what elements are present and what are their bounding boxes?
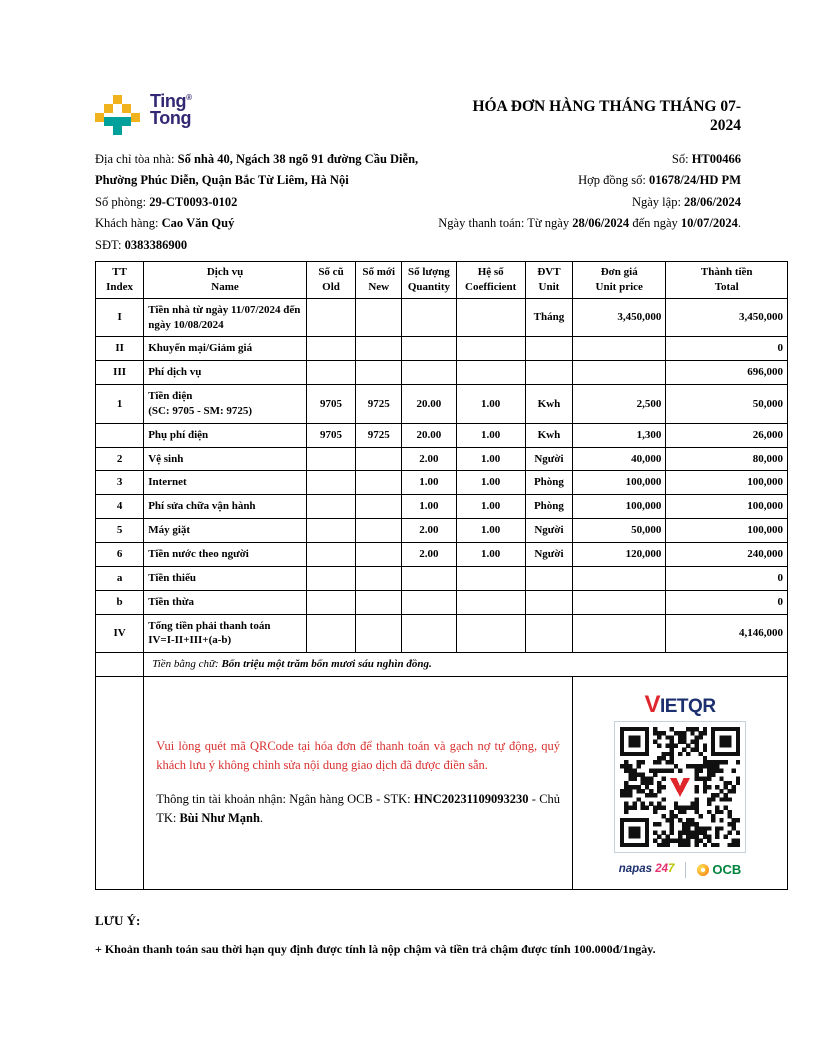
qr-bank-logos (573, 861, 787, 879)
column-header: Số mới New (356, 262, 402, 299)
cell: 2.00 (402, 519, 456, 543)
cell (573, 337, 666, 361)
cell: 6 (96, 543, 144, 567)
cell: 4 (96, 495, 144, 519)
column-header: Số lượng Quantity (402, 262, 456, 299)
info-row (95, 192, 741, 213)
cell: Tiền thừa (144, 590, 307, 614)
cell: 1.00 (456, 519, 525, 543)
cell (96, 677, 144, 890)
cell: Máy giặt (144, 519, 307, 543)
cell (525, 590, 572, 614)
table-row (96, 471, 788, 495)
cell (573, 590, 666, 614)
qr-payment-notice: Vui lòng quét mã QRCode tại hóa đơn để thanh toán và gạch nợ tự động, quý khách lưu ý không chỉnh sửa nội dung giao dịch đã được điền sẵn. (156, 739, 561, 773)
column-header: Đơn giá Unit price (573, 262, 666, 299)
vietqr-cell (573, 677, 788, 890)
table-row (96, 298, 788, 337)
cell: 3,450,000 (666, 298, 788, 337)
column-header: TT Index (96, 262, 144, 299)
cell: 100,000 (666, 495, 788, 519)
cell: 100,000 (666, 519, 788, 543)
cell (456, 337, 525, 361)
notes-title: LƯU Ý: (95, 913, 141, 929)
cell (573, 614, 666, 653)
cell: b (96, 590, 144, 614)
cell (356, 543, 402, 567)
info-left: Khách hàng: Cao Văn Quý (95, 216, 235, 231)
cell: Tiền nhà từ ngày 11/07/2024 đến ngày 10/08/2024 (144, 298, 307, 337)
cell: Khuyến mại/Giảm giá (144, 337, 307, 361)
cell (306, 614, 355, 653)
cell: 9705 (306, 423, 355, 447)
cell: I (96, 298, 144, 337)
logo-line1: Ting (150, 91, 187, 111)
qr-code (614, 721, 746, 853)
cell (356, 337, 402, 361)
cell (402, 298, 456, 337)
vietqr-iet: IET (659, 695, 689, 717)
vietqr-v: V (644, 690, 660, 718)
table-row (96, 361, 788, 385)
cell: Người (525, 543, 572, 567)
tingtong-logo (95, 93, 192, 136)
table-header-row (96, 262, 788, 299)
cell (356, 495, 402, 519)
cell (356, 590, 402, 614)
table-row (96, 566, 788, 590)
cell: 100,000 (573, 495, 666, 519)
cell: 1.00 (402, 495, 456, 519)
column-header: ĐVT Unit (525, 262, 572, 299)
cell (456, 566, 525, 590)
logo-line2: Tong (150, 107, 192, 128)
column-header: Thành tiền Total (666, 262, 788, 299)
cell: 9725 (356, 423, 402, 447)
cell: Phí sửa chữa vận hành (144, 495, 307, 519)
cell: 5 (96, 519, 144, 543)
invoice-info (95, 149, 741, 256)
footer-notes (95, 913, 788, 957)
amount-in-words-value: Bốn triệu một trăm bốn mươi sáu nghìn đồng. (221, 658, 432, 671)
cell: Vệ sinh (144, 447, 307, 471)
cell: 120,000 (573, 543, 666, 567)
cell (306, 566, 355, 590)
cell: 1.00 (456, 495, 525, 519)
info-left: SĐT: 0383386900 (95, 237, 188, 252)
cell: 1.00 (456, 423, 525, 447)
cell: 100,000 (573, 471, 666, 495)
amount-in-words-label: Tiền bằng chữ: (152, 658, 222, 671)
payment-row (96, 677, 788, 890)
cell (456, 361, 525, 385)
cell: 100,000 (666, 471, 788, 495)
cell: 26,000 (666, 423, 788, 447)
info-row (95, 235, 741, 256)
cell: Phòng (525, 471, 572, 495)
late-payment-note: + Khoản thanh toán sau thời hạn quy định được tính là nộp chậm và tiền trả chậm được tính 100.000đ/1ngày. (95, 942, 656, 957)
cell (306, 519, 355, 543)
info-row (95, 213, 741, 234)
cell: 20.00 (402, 423, 456, 447)
cell: Kwh (525, 385, 572, 424)
table-row (96, 614, 788, 653)
napas247-logo: napas 247 (618, 862, 675, 875)
cell (402, 614, 456, 653)
info-right: Hợp đồng số: 01678/24/HD PM (578, 173, 741, 188)
cell: a (96, 566, 144, 590)
table-row (96, 519, 788, 543)
cell (356, 471, 402, 495)
cell: 4,146,000 (666, 614, 788, 653)
cell: Tiền nước theo người (144, 543, 307, 567)
cell (356, 298, 402, 337)
table-row (96, 543, 788, 567)
cell: 1 (96, 385, 144, 424)
cell: 9705 (306, 385, 355, 424)
cell: 50,000 (666, 385, 788, 424)
tingtong-logo-icon (95, 95, 141, 136)
payment-instructions-cell (144, 677, 573, 890)
cell: Tiền thiếu (144, 566, 307, 590)
cell: 240,000 (666, 543, 788, 567)
info-right: Số: HT00466 (671, 152, 741, 166)
logo-divider (685, 862, 686, 878)
cell (402, 590, 456, 614)
cell: II (96, 337, 144, 361)
cell: 2.00 (402, 447, 456, 471)
cell (306, 590, 355, 614)
cell (356, 614, 402, 653)
cell: 2 (96, 447, 144, 471)
cell (573, 566, 666, 590)
table-row (96, 423, 788, 447)
cell: 80,000 (666, 447, 788, 471)
cell: 1.00 (456, 471, 525, 495)
info-left: Số phòng: 29-CT0093-0102 (95, 194, 238, 209)
invoice-table (95, 261, 788, 890)
ocb-icon (697, 864, 709, 876)
cell: 696,000 (666, 361, 788, 385)
cell: 2,500 (573, 385, 666, 424)
cell: 20.00 (402, 385, 456, 424)
tingtong-logo-text (150, 93, 192, 127)
table-row (96, 337, 788, 361)
info-row (95, 149, 741, 170)
cell (306, 298, 355, 337)
cell (306, 471, 355, 495)
column-header: Hệ số Coefficient (456, 262, 525, 299)
cell: III (96, 361, 144, 385)
cell (525, 361, 572, 385)
cell: Tổng tiền phải thanh toán IV=I-II+III+(a-b) (144, 614, 307, 653)
cell (402, 566, 456, 590)
info-left: Phường Phúc Diễn, Quận Bắc Từ Liêm, Hà Nội (95, 173, 349, 188)
cell (306, 543, 355, 567)
cell: Internet (144, 471, 307, 495)
ocb-logo: OCB (697, 861, 741, 879)
cell: 0 (666, 566, 788, 590)
cell: 1.00 (456, 543, 525, 567)
table-row (96, 385, 788, 424)
receiving-account-info: Thông tin tài khoản nhận: Ngân hàng OCB - STK: HNC20231109093230 - Chủ TK: Bùi Như Mạnh. (156, 791, 561, 826)
column-header: Số cũ Old (306, 262, 355, 299)
cell: 1.00 (456, 447, 525, 471)
cell (356, 447, 402, 471)
cell: 0 (666, 337, 788, 361)
info-left: Địa chỉ tòa nhà: Số nhà 40, Ngách 38 ngõ 91 đường Cầu Diễn, (95, 152, 419, 166)
cell (356, 361, 402, 385)
cell (306, 337, 355, 361)
cell (456, 590, 525, 614)
cell (306, 361, 355, 385)
cell: Phụ phí điện (144, 423, 307, 447)
cell: Phí dịch vụ (144, 361, 307, 385)
cell (525, 566, 572, 590)
column-header: Dịch vụ Name (144, 262, 307, 299)
cell: 0 (666, 590, 788, 614)
cell (573, 361, 666, 385)
cell: Kwh (525, 423, 572, 447)
cell: 9725 (356, 385, 402, 424)
cell (402, 361, 456, 385)
registered-mark: ® (186, 93, 192, 102)
cell (456, 614, 525, 653)
cell: 1,300 (573, 423, 666, 447)
cell (96, 423, 144, 447)
cell: 1.00 (402, 471, 456, 495)
cell (306, 495, 355, 519)
table-row (96, 590, 788, 614)
cell: Phòng (525, 495, 572, 519)
vietqr-logo (573, 690, 787, 718)
amount-in-words-row (96, 653, 788, 677)
cell: Người (525, 447, 572, 471)
cell: 3,450,000 (573, 298, 666, 337)
info-right: Ngày thanh toán: Từ ngày 28/06/2024 đến ngày 10/07/2024. (438, 216, 741, 231)
cell: IV (96, 614, 144, 653)
cell (525, 614, 572, 653)
cell (96, 653, 144, 677)
page-title: HÓA ĐƠN HÀNG THÁNG THÁNG 07-2024 (472, 98, 741, 134)
cell (306, 447, 355, 471)
cell (525, 337, 572, 361)
cell: Tiền điện (SC: 9705 - SM: 9725) (144, 385, 307, 424)
cell (356, 519, 402, 543)
info-right: Ngày lập: 28/06/2024 (631, 194, 741, 209)
cell (456, 298, 525, 337)
table-row (96, 447, 788, 471)
cell: 1.00 (456, 385, 525, 424)
amount-in-words-cell (144, 653, 788, 677)
header (95, 93, 741, 136)
cell: Người (525, 519, 572, 543)
table-row (96, 495, 788, 519)
cell: Tháng (525, 298, 572, 337)
cell: 50,000 (573, 519, 666, 543)
info-row (95, 170, 741, 191)
vietqr-qr: QR (688, 695, 716, 717)
cell (356, 566, 402, 590)
cell: 2.00 (402, 543, 456, 567)
cell (402, 337, 456, 361)
cell: 40,000 (573, 447, 666, 471)
cell: 3 (96, 471, 144, 495)
